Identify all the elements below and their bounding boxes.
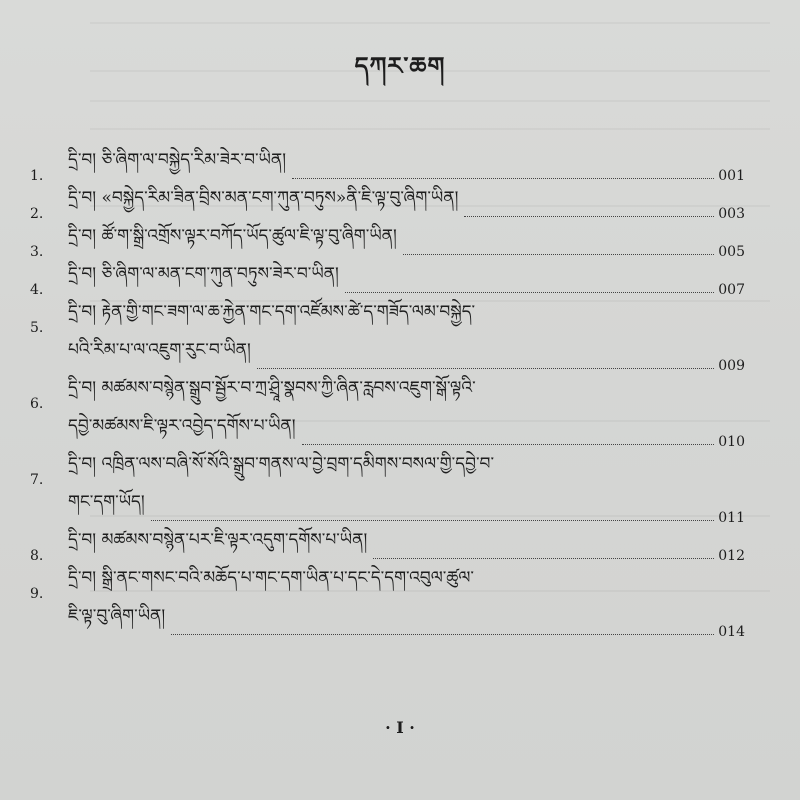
toc-entry-number: 8. bbox=[30, 548, 44, 564]
toc-page-number: 005 bbox=[718, 244, 745, 260]
toc-page-number: 007 bbox=[718, 282, 745, 298]
toc-entry-title: དྲི་བ། «བསྐྱེད་རིམ་ཟིན་བྲིས་མན་ངག་ཀུན་བཏུས»ནི་ཇི་ལྟ་བུ་ཞིག་ཡིན། bbox=[68, 188, 459, 208]
toc-entry-number: 4. bbox=[30, 282, 44, 298]
toc-page-number: 014 bbox=[718, 624, 745, 640]
toc-entry-title: དྲི་བ། ཅི་ཞིག་ལ་བསྐྱེད་རིམ་ཟེར་བ་ཡིན། bbox=[68, 150, 286, 170]
toc-entry[interactable] bbox=[30, 454, 745, 530]
toc-entry-number: 2. bbox=[30, 206, 44, 222]
toc-page-number: 012 bbox=[718, 548, 745, 564]
toc-entry-title: དབྱེ་མཚམས་ཇི་ལྟར་འབྱེད་དགོས་པ་ཡིན། bbox=[68, 416, 296, 436]
dot-leader bbox=[464, 216, 714, 217]
toc-entry-title: དྲི་བ། སྒྲི་ནང་གསང་བའི་མཆོད་པ་གང་དག་ཡིན་པ་དང་དེ་དག་འབུལ་ཚུལ་ bbox=[68, 568, 474, 588]
toc-page-number: 011 bbox=[718, 510, 745, 526]
toc-page-number: 001 bbox=[718, 168, 745, 184]
toc-entry[interactable] bbox=[30, 378, 745, 454]
page-folio: · I · bbox=[385, 718, 415, 737]
toc-entry-line bbox=[30, 606, 745, 644]
toc-entry[interactable] bbox=[30, 302, 745, 378]
toc-entry-title: དྲི་བ། ཅི་ཞིག་ལ་མན་ངག་ཀུན་བཏུས་ཟེར་བ་ཡིན། bbox=[68, 264, 339, 284]
toc-entry-number: 6. bbox=[30, 396, 44, 412]
toc-entry-title: དྲི་བ། མཚམས་བསྙེན་པར་ཇི་ལྟར་འདུག་དགོས་པ་ཡིན། bbox=[68, 530, 368, 550]
toc-entry-title: དྲི་བ། འཁྲིན་ལས་བཞི་སོ་སོའི་སྒྲུབ་གནས་ལ་བྱེ་བྲག་དམིགས་བསལ་གྱི་དབྱེ་བ་ bbox=[68, 454, 495, 474]
toc-entry[interactable] bbox=[30, 568, 745, 644]
toc-entry-number: 1. bbox=[30, 168, 44, 184]
toc-entry-title: དྲི་བ། ཚོ་ག་སྒྲི་འགྲོས་ལྟར་བཀོད་ཡོད་ཚུལ་ཇི་ལྟ་བུ་ཞིག་ཡིན། bbox=[68, 226, 397, 246]
table-of-contents bbox=[30, 150, 745, 644]
toc-entry-title: གང་དག་ཡོད། bbox=[68, 492, 145, 512]
bleed-through-line bbox=[90, 128, 770, 130]
page-title: དཀར་ཆག bbox=[354, 51, 446, 80]
toc-entry-title: དྲི་བ། རྟེན་གྱི་གང་ཟག་ལ་ཆ་རྐྱེན་གང་དག་འཛོམས་ཚེ་ད་གཟོད་ལམ་བསྐྱེད་ bbox=[68, 302, 476, 322]
toc-page-number: 009 bbox=[718, 358, 745, 374]
dot-leader bbox=[171, 634, 714, 635]
toc-entry-number: 3. bbox=[30, 244, 44, 260]
toc-entry-number: 5. bbox=[30, 320, 44, 336]
toc-entry-number: 9. bbox=[30, 586, 44, 602]
toc-page-number: 003 bbox=[718, 206, 745, 222]
toc-entry-number: 7. bbox=[30, 472, 44, 488]
toc-entry-title: པའི་རིམ་པ་ལ་འཇུག་རུང་བ་ཡིན། bbox=[68, 340, 251, 360]
toc-entry-title: དྲི་བ། མཚམས་བསྙེན་སྒྲུབ་སྦྱོར་བ་ཀྲ་ཤྲཱི་སྣབས་ཀྱི་ཞིན་རླབས་འཇུག་སྒོ་ལྟའི་ bbox=[68, 378, 476, 398]
bleed-through-line bbox=[90, 22, 770, 24]
toc-entry-title: ཇི་ལྟ་བུ་ཞིག་ཡིན། bbox=[68, 606, 166, 626]
dot-leader bbox=[403, 254, 714, 255]
toc-page-number: 010 bbox=[718, 434, 745, 450]
